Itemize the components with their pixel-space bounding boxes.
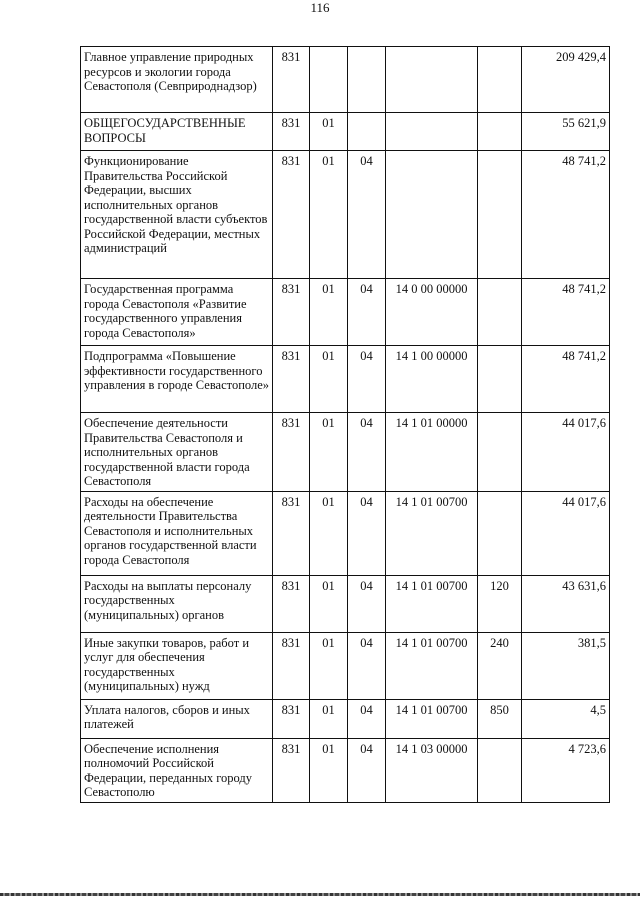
row-ministry-code: 831 [273,151,310,279]
row-expense-type: 240 [478,632,522,699]
row-target-code: 14 1 01 00700 [386,575,478,632]
row-subsection-code: 04 [348,346,386,413]
row-amount: 4,5 [522,699,610,738]
row-name: Обеспечение исполнения полномочий Российской Федерации, переданных городу Севастополю [81,738,273,802]
row-name: Подпрограмма «Повышение эффективности государственного управления в городе Севастополе» [81,346,273,413]
row-subsection-code [348,113,386,151]
row-ministry-code: 831 [273,491,310,575]
row-name: Иные закупки товаров, работ и услуг для обеспечения государственных (муниципальных) нужд [81,632,273,699]
table-row [81,575,610,632]
row-name: Обеспечение деятельности Правительства Севастополя и исполнительных органов государственной власти города Севастополя [81,413,273,492]
row-name: Функционирование Правительства Российской Федерации, высших исполнительных органов государственной власти субъектов Российской Федерации, местных администраций [81,151,273,279]
row-ministry-code: 831 [273,279,310,346]
table-row [81,346,610,413]
row-ministry-code: 831 [273,575,310,632]
row-target-code: 14 0 00 00000 [386,279,478,346]
row-subsection-code: 04 [348,632,386,699]
row-target-code [386,151,478,279]
row-ministry-code: 831 [273,113,310,151]
scan-bottom-edge [0,893,640,896]
row-expense-type [478,738,522,802]
row-section-code: 01 [310,151,348,279]
row-amount: 4 723,6 [522,738,610,802]
row-target-code: 14 1 01 00700 [386,699,478,738]
row-subsection-code: 04 [348,699,386,738]
table-row [81,699,610,738]
table-row [81,151,610,279]
row-name: Государственная программа города Севастополя «Развитие государственного управления города Севастополя» [81,279,273,346]
row-target-code [386,113,478,151]
budget-table [80,46,610,803]
row-ministry-code: 831 [273,699,310,738]
row-name: Главное управление природных ресурсов и экологии города Севастополя (Севприроднадзор) [81,47,273,113]
row-amount: 48 741,2 [522,346,610,413]
row-subsection-code: 04 [348,413,386,492]
row-amount: 43 631,6 [522,575,610,632]
table-row [81,738,610,802]
table-row [81,413,610,492]
row-subsection-code: 04 [348,151,386,279]
row-amount: 381,5 [522,632,610,699]
row-target-code: 14 1 00 00000 [386,346,478,413]
row-amount: 48 741,2 [522,151,610,279]
row-expense-type [478,113,522,151]
row-amount: 209 429,4 [522,47,610,113]
row-target-code: 14 1 01 00700 [386,632,478,699]
row-section-code: 01 [310,699,348,738]
row-target-code: 14 1 03 00000 [386,738,478,802]
row-section-code: 01 [310,738,348,802]
row-subsection-code: 04 [348,575,386,632]
row-ministry-code: 831 [273,47,310,113]
row-subsection-code: 04 [348,279,386,346]
row-expense-type [478,151,522,279]
table-row [81,279,610,346]
row-section-code [310,47,348,113]
row-ministry-code: 831 [273,413,310,492]
row-expense-type: 120 [478,575,522,632]
table-row [81,491,610,575]
row-target-code: 14 1 01 00000 [386,413,478,492]
row-name: ОБЩЕГОСУДАРСТВЕННЫЕ ВОПРОСЫ [81,113,273,151]
row-expense-type: 850 [478,699,522,738]
row-ministry-code: 831 [273,738,310,802]
row-subsection-code: 04 [348,738,386,802]
row-section-code: 01 [310,632,348,699]
row-section-code: 01 [310,413,348,492]
row-name: Расходы на выплаты персоналу государственных (муниципальных) органов [81,575,273,632]
row-subsection-code: 04 [348,491,386,575]
row-section-code: 01 [310,346,348,413]
row-amount: 48 741,2 [522,279,610,346]
row-target-code: 14 1 01 00700 [386,491,478,575]
row-name: Расходы на обеспечение деятельности Правительства Севастополя и исполнительных органов государственной власти города Севастополя [81,491,273,575]
row-expense-type [478,346,522,413]
page-number: 116 [310,0,330,15]
row-section-code: 01 [310,491,348,575]
row-ministry-code: 831 [273,632,310,699]
row-expense-type [478,279,522,346]
row-section-code: 01 [310,279,348,346]
row-expense-type [478,413,522,492]
row-expense-type [478,47,522,113]
row-amount: 44 017,6 [522,413,610,492]
table-row [81,632,610,699]
row-amount: 55 621,9 [522,113,610,151]
row-amount: 44 017,6 [522,491,610,575]
row-section-code: 01 [310,575,348,632]
row-subsection-code [348,47,386,113]
table-row [81,47,610,113]
row-section-code: 01 [310,113,348,151]
row-ministry-code: 831 [273,346,310,413]
row-target-code [386,47,478,113]
row-name: Уплата налогов, сборов и иных платежей [81,699,273,738]
table-row [81,113,610,151]
row-expense-type [478,491,522,575]
